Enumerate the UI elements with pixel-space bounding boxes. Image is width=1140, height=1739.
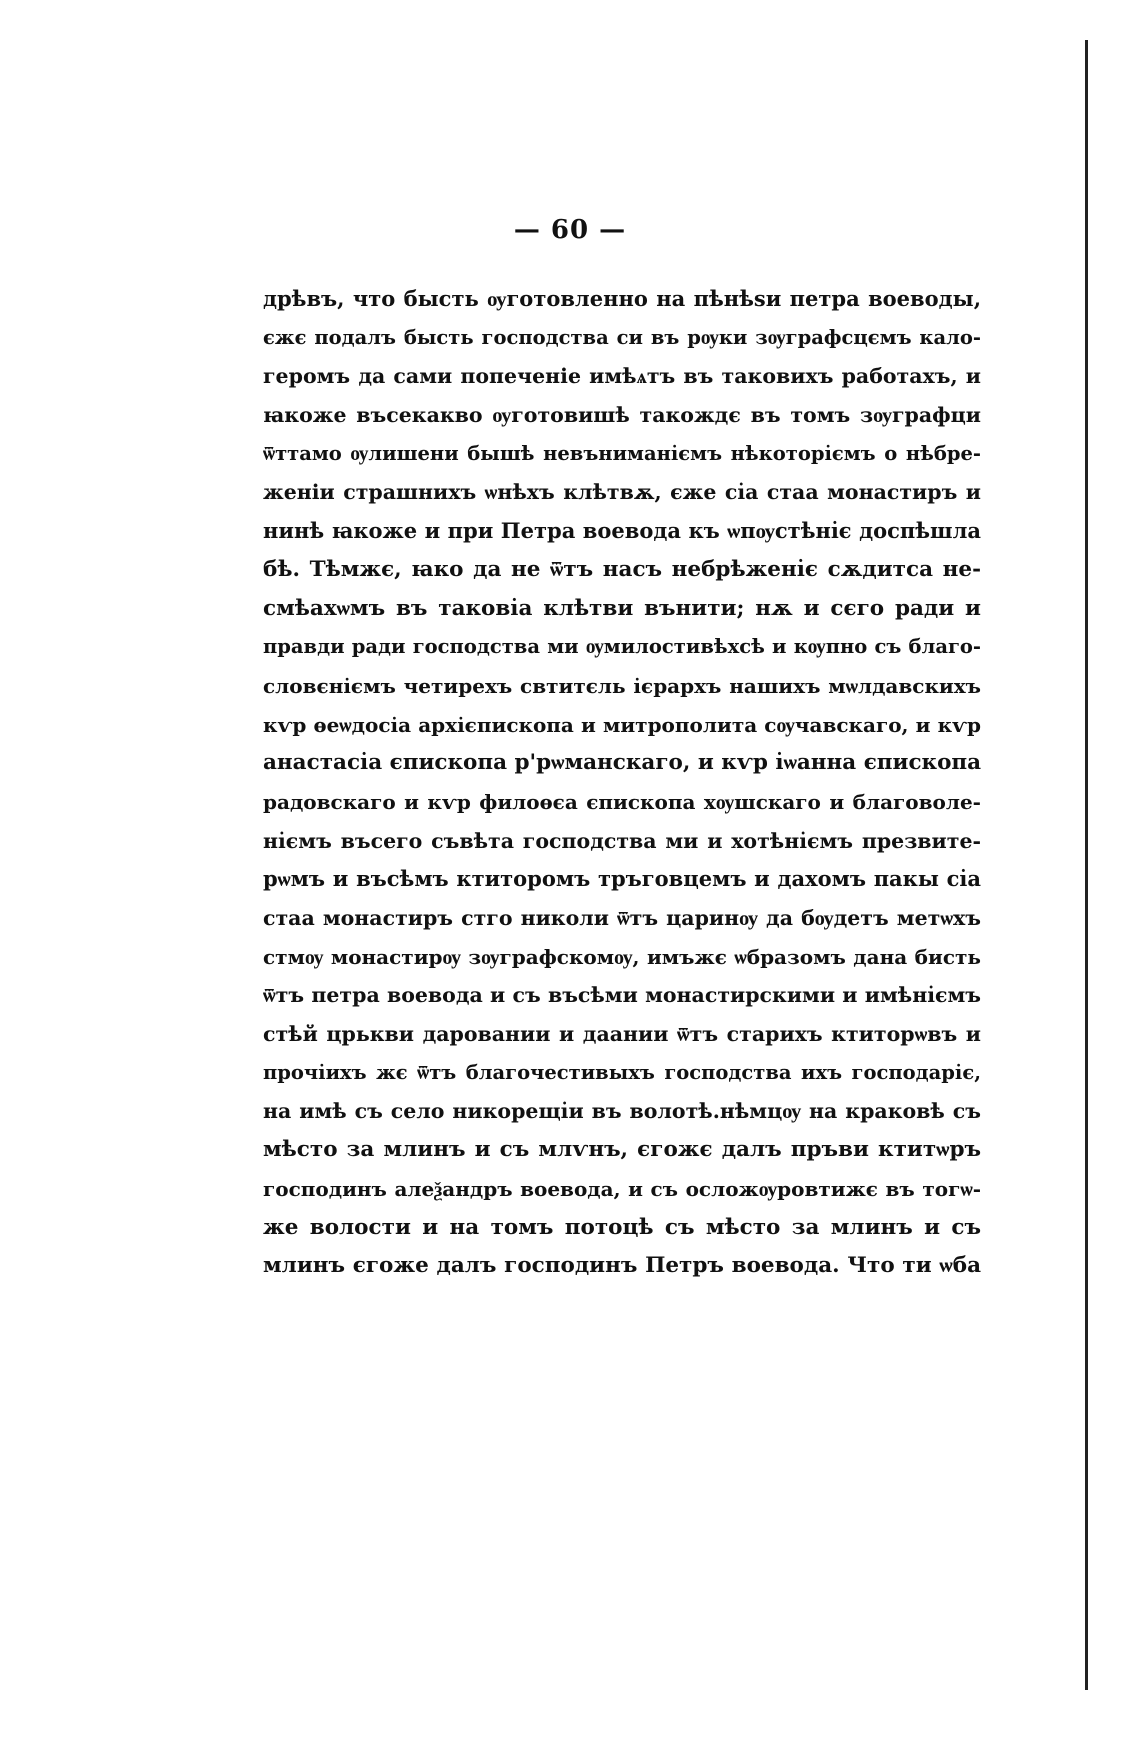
text-line: прочі̇ихъ жє ѿтъ благочестивыхъ господства ихъ господарі̇є, bbox=[263, 1060, 981, 1084]
text-line: радовскаго и кѵр филоѳєа єпископа хѹшскаго и благоволе- bbox=[263, 789, 981, 814]
body-text bbox=[263, 280, 981, 1286]
text-line: женіи страшнихъ ѡнѣхъ клѣтвѫ, єже сі̇а стаа монастиръ и bbox=[263, 480, 981, 505]
text-line: смѣахѡмъ въ такові̇а клѣтви вънити; нѫ и сєго ради и bbox=[263, 595, 981, 621]
text-line: ѿттамо ѹлишени бышѣ невънимані̇ємъ нѣкоторі̇ємъ о нѣбре- bbox=[263, 441, 981, 465]
text-line: рѡмъ и въсѣмъ ктиторомъ тръговцемъ и дахомъ пакы сі̇а bbox=[263, 866, 981, 892]
text-line: нинѣ ꙗкоже и при Петра воевода къ ѡпѹстѣні̇є доспѣшла bbox=[263, 518, 981, 544]
text-line: мѣсто за млинъ и съ млѵнъ, єгожє далъ пръви ктитѡръ bbox=[263, 1137, 981, 1163]
text-line: же волости и на томъ потоцѣ съ мѣсто за млинъ и съ bbox=[263, 1214, 981, 1240]
page-number: — 60 — bbox=[513, 215, 627, 245]
text-line: дрѣвъ, что бысть ѹготовленно на пѣнѣѕи петра воеводы, bbox=[263, 286, 981, 311]
text-line: анастасі̇а єпископа р'рѡманскаго, и кѵр і̇ѡанна єпископа bbox=[263, 750, 981, 776]
text-line: на имѣ съ село никорещі̇и въ волотѣ.нѣмцѹ на краковѣ съ bbox=[263, 1099, 981, 1124]
text-line: господинъ алеѯандръ воевода, и съ осложѹровтижє въ тогѡ- bbox=[263, 1176, 981, 1201]
text-line: геромъ да сами попеченіе имѣѧтъ въ таковихъ работахъ, и bbox=[263, 364, 981, 389]
text-line: ꙗкоже въсекакво ѹготовишѣ такождє въ томъ зѹграфци bbox=[263, 403, 981, 428]
text-line: ні̇ємъ въсего съвѣта господства ми и хотѣні̇ємъ презвите- bbox=[263, 828, 981, 853]
text-line: стмѹ монастирѹ зѹграфскомѹ, имъжє ѡбразомъ дана бисть bbox=[263, 944, 981, 969]
text-line: правди ради господства ми ѹмилостивѣхсѣ и кѹпно съ благо- bbox=[263, 635, 981, 659]
page-binding-edge bbox=[1085, 40, 1088, 1690]
text-line: стѣй црькви даровании и даании ѿтъ старихъ ктиторѡвъ и bbox=[263, 1022, 981, 1047]
text-line: стаа монастиръ стго николи ѿтъ царинѹ да бѹдетъ метѡхъ bbox=[263, 906, 981, 930]
text-line: єжє подалъ бысть господства си въ рѹки зѹграфсцємъ кало- bbox=[263, 325, 981, 349]
text-line: кѵр ѳеѡдосі̇а архі̇єпископа и митрополита сѹчавскаго, и кѵр bbox=[263, 712, 981, 737]
text-line: млинъ єгоже далъ господинъ Петръ воевода. Что ти ѡба bbox=[263, 1253, 981, 1279]
text-line: словєні̇ємъ четирехъ свтитєль і̇єрархъ нашихъ мѡлдавскихъ bbox=[263, 673, 981, 698]
text-line: ѿтъ петра воевода и съ въсѣми монастирскими и имѣні̇ємъ bbox=[263, 983, 981, 1008]
text-line: бѣ. Тѣмжє, ꙗко да не ѿтъ насъ небрѣжені̇є сѫдитса не- bbox=[263, 556, 981, 582]
